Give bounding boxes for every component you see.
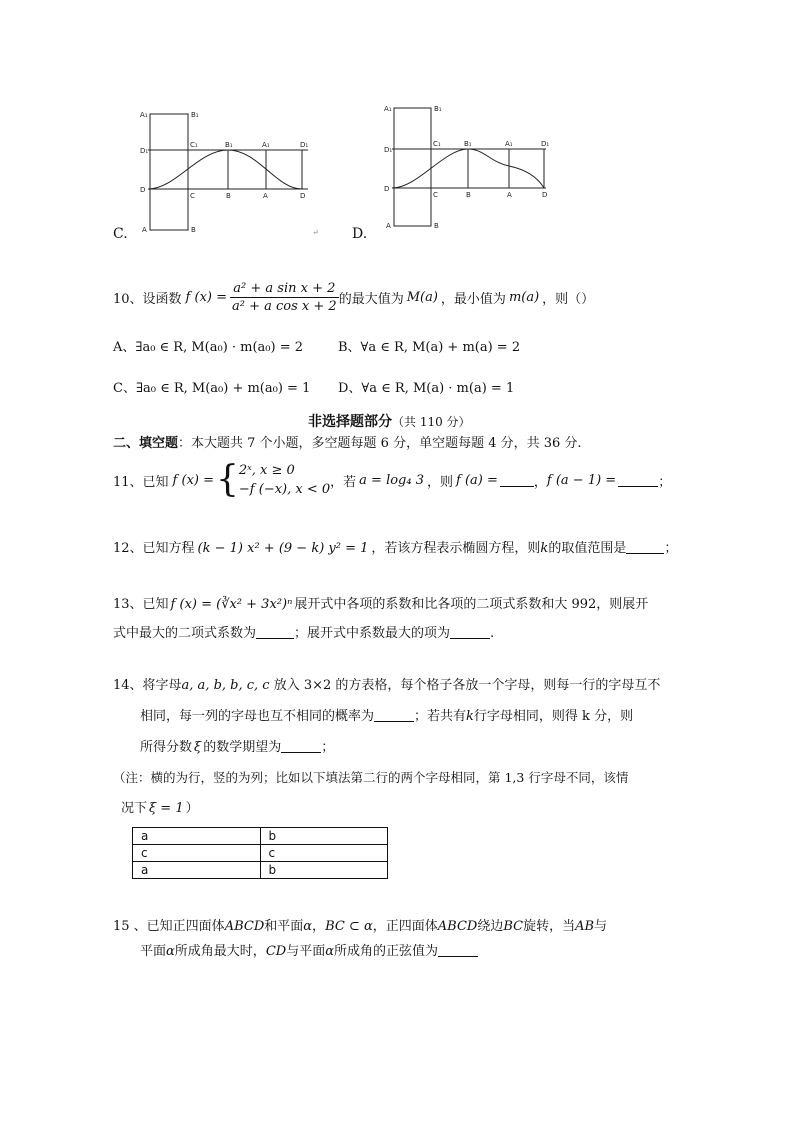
q15-alpha2: α bbox=[166, 944, 175, 959]
q15-blank[interactable] bbox=[438, 944, 478, 957]
label-D1: D₁ bbox=[384, 146, 393, 154]
table-cell: b bbox=[260, 828, 388, 845]
q10-option-d[interactable]: D、∀a ∈ R, M(a) · m(a) = 1 bbox=[338, 381, 515, 396]
q11-mid: ，若 bbox=[330, 474, 357, 490]
q14-line2b: ；若共有 bbox=[414, 709, 467, 724]
q11-blank-2[interactable] bbox=[618, 474, 658, 487]
label-D: D bbox=[542, 191, 548, 199]
stray-mark: ↵ bbox=[312, 228, 319, 237]
q14-note-line2 bbox=[121, 797, 199, 816]
q10-option-c[interactable]: C、∃a₀ ∈ R, M(a₀) + m(a₀) = 1 bbox=[113, 381, 311, 396]
q12-k: k bbox=[540, 541, 549, 556]
q11-fx: f (x) = bbox=[172, 472, 214, 488]
q14-k: k bbox=[466, 709, 474, 724]
q15-alpha3: α bbox=[325, 944, 334, 959]
question-15-line2 bbox=[140, 940, 478, 959]
fill-description: ：本大题共 7 个小题，多空题每题 6 分，单空题每题 4 分，共 36 分. bbox=[178, 436, 582, 451]
option-d-label: D. bbox=[352, 226, 368, 242]
q11-sep: ， bbox=[533, 474, 547, 490]
q10-option-a[interactable]: A、∃a₀ ∈ R, M(a₀) · m(a₀) = 2 bbox=[113, 340, 304, 355]
question-14-line2 bbox=[140, 705, 633, 724]
label-B: B bbox=[434, 222, 439, 230]
q14-line1b: 放入 bbox=[269, 678, 304, 693]
label-C: C bbox=[190, 192, 195, 200]
q13-blank-2[interactable] bbox=[450, 626, 490, 639]
q11-a-def: a = log₄ 3 bbox=[359, 472, 424, 488]
q15-cd: CD bbox=[265, 944, 287, 959]
fill-heading-row bbox=[113, 432, 582, 451]
table-cell: c bbox=[133, 845, 261, 862]
q14-note2a: 况下 bbox=[121, 801, 148, 816]
section-title: 非选择题部分 bbox=[308, 414, 392, 430]
q15-alpha: α bbox=[303, 919, 313, 934]
q10-numerator: a² + a sin x + 2 bbox=[230, 281, 339, 298]
q14-note2b: ξ = 1 bbox=[149, 801, 184, 816]
q14-line2c: 行字母相同，则得 k 分，则 bbox=[473, 709, 634, 724]
label-D: D bbox=[300, 192, 306, 200]
q15-line2d: 所成角的正弦值为 bbox=[333, 944, 438, 959]
label-B: B bbox=[226, 192, 231, 200]
example-table bbox=[132, 827, 388, 879]
q14-letters: a, a, b, b, c, c bbox=[181, 678, 270, 693]
q15-abcd2: ABCD bbox=[437, 919, 478, 934]
label-B1: B₁ bbox=[464, 140, 472, 148]
q15-abcd: ABCD bbox=[224, 919, 265, 934]
label-B: B bbox=[466, 191, 471, 199]
label-D1: D₁ bbox=[300, 141, 309, 149]
table-cell: a bbox=[133, 862, 261, 879]
label-B1: B₁ bbox=[434, 105, 442, 113]
q15-t6: 与 bbox=[594, 919, 608, 934]
q12-end: 的取值范围是 bbox=[548, 541, 627, 556]
table-cell: b bbox=[260, 862, 388, 879]
label-A: A bbox=[142, 226, 147, 234]
q14-note2c: ） bbox=[185, 801, 199, 816]
question-15-line1 bbox=[113, 915, 607, 934]
table-row bbox=[133, 862, 388, 879]
q15-line2b: 所成角最大时， bbox=[174, 944, 266, 959]
question-12 bbox=[113, 537, 677, 556]
q15-t1: 和平面 bbox=[264, 919, 304, 934]
q14-blank-2[interactable] bbox=[281, 740, 321, 753]
q14-xi: ξ bbox=[194, 740, 202, 755]
label-B: B bbox=[191, 226, 196, 234]
question-13-line1 bbox=[113, 593, 648, 612]
table-row bbox=[133, 845, 388, 862]
q11-fa1: f (a − 1) = bbox=[546, 472, 617, 488]
label-B1: B₁ bbox=[191, 111, 199, 119]
q12-blank[interactable] bbox=[626, 541, 664, 554]
q10-tail2: ，最小值为 bbox=[440, 291, 506, 307]
q10-fx: f (x) = bbox=[185, 289, 227, 305]
question-14-line1 bbox=[113, 674, 660, 693]
label-A: A bbox=[507, 191, 512, 199]
q14-line3a: 所得分数 bbox=[140, 740, 193, 755]
q11-end: ； bbox=[658, 474, 672, 490]
q13-line2c: . bbox=[490, 626, 495, 641]
q10-denominator: a² + a cos x + 2 bbox=[232, 298, 337, 314]
label-A1: A₁ bbox=[262, 141, 270, 149]
q10-tail1: 的最大值为 bbox=[338, 291, 404, 307]
q12-end2: ； bbox=[664, 541, 678, 556]
q10-ma: m(a) bbox=[508, 289, 540, 305]
q14-line1c: 的方表格，每个格子各放一个字母，则每一行的字母互不 bbox=[331, 678, 661, 693]
q10-tail3: ，则（） bbox=[542, 291, 595, 307]
q15-bc2: BC bbox=[503, 919, 524, 934]
label-D: D bbox=[140, 186, 146, 194]
label-A1: A₁ bbox=[140, 111, 148, 119]
label-B1: B₁ bbox=[225, 141, 233, 149]
q10-option-b[interactable]: B、∀a ∈ R, M(a) + m(a) = 2 bbox=[338, 340, 521, 355]
label-C1: C₁ bbox=[433, 140, 441, 148]
q15-number: 15 、已知正四面体 bbox=[113, 919, 225, 934]
q13-fx: f (x) = (∛x² + 3x²)ⁿ bbox=[170, 597, 293, 612]
q10-number: 10、设函数 bbox=[113, 291, 182, 307]
label-A: A bbox=[386, 222, 391, 230]
table-cell: c bbox=[260, 845, 388, 862]
q11-fa: f (a) = bbox=[456, 472, 498, 488]
q14-blank-1[interactable] bbox=[374, 709, 414, 722]
question-13-line2 bbox=[113, 622, 494, 641]
q10-fraction bbox=[230, 281, 339, 314]
q14-line2a: 相同，每一列的字母也互不相同的概率为 bbox=[140, 709, 375, 724]
q11-brace: { bbox=[216, 459, 239, 500]
label-A1: A₁ bbox=[384, 105, 392, 113]
option-c-label: C. bbox=[113, 226, 128, 242]
q15-line2c: 与平面 bbox=[286, 944, 326, 959]
q15-bc: BC ⊂ α bbox=[325, 919, 373, 934]
q11-cases bbox=[239, 461, 330, 499]
label-A: A bbox=[263, 192, 268, 200]
table-row bbox=[133, 828, 388, 845]
q14-line3c: ； bbox=[321, 740, 335, 755]
label-D: D bbox=[384, 185, 390, 193]
q12-number: 12、已知方程 bbox=[113, 541, 195, 556]
q15-t5: 旋转，当 bbox=[523, 919, 576, 934]
q15-t4: 绕边 bbox=[477, 919, 504, 934]
figure-d bbox=[378, 104, 558, 234]
q13-blank-1[interactable] bbox=[256, 626, 294, 639]
q12-mid: ，若该方程表示椭圆方程，则 bbox=[371, 541, 541, 556]
q15-ab: AB bbox=[575, 919, 595, 934]
q14-grid: 3×2 bbox=[303, 678, 332, 693]
q11-case1: 2ˣ, x ≥ 0 bbox=[238, 463, 295, 478]
q14-number: 14、将字母 bbox=[113, 678, 182, 693]
q11-case2: −f (−x), x < 0 bbox=[238, 482, 331, 497]
label-C: C bbox=[433, 191, 438, 199]
q13-line1: 展开式中各项的系数和比各项的二项式系数和大 992，则展开 bbox=[294, 597, 649, 612]
q13-line2a: 式中最大的二项式系数为 bbox=[113, 626, 257, 641]
q15-t2: ， bbox=[312, 919, 326, 934]
fill-heading: 二、填空题 bbox=[113, 436, 179, 451]
label-D1: D₁ bbox=[140, 147, 149, 155]
q14-note-line1: （注：横的为行，竖的为列；比如以下填法第二行的两个字母相同，第 1,3 行字母不同，该情 bbox=[113, 770, 629, 785]
section-title-row bbox=[308, 411, 471, 431]
label-C1: C₁ bbox=[190, 141, 198, 149]
q11-number: 11、已知 bbox=[113, 474, 169, 490]
figure-c bbox=[128, 108, 318, 238]
q13-number: 13、已知 bbox=[113, 597, 169, 612]
q14-line3b: 的数学期望为 bbox=[203, 740, 282, 755]
label-D1: D₁ bbox=[541, 140, 550, 148]
section-score: （共 110 分） bbox=[392, 415, 471, 429]
label-A1: A₁ bbox=[505, 140, 513, 148]
question-14-line3 bbox=[140, 736, 334, 755]
q13-line2b: ；展开式中系数最大的项为 bbox=[294, 626, 451, 641]
question-10 bbox=[113, 276, 594, 318]
q12-equation: (k − 1) x² + (9 − k) y² = 1 bbox=[197, 541, 369, 556]
q10-Ma: M(a) bbox=[406, 289, 438, 305]
q11-mid2: ，则 bbox=[427, 474, 454, 490]
question-11 bbox=[113, 458, 671, 502]
q11-blank-1[interactable] bbox=[500, 474, 534, 487]
q15-line2a: 平面 bbox=[140, 944, 167, 959]
table-cell: a bbox=[133, 828, 261, 845]
q15-t3: ，正四面体 bbox=[372, 919, 438, 934]
